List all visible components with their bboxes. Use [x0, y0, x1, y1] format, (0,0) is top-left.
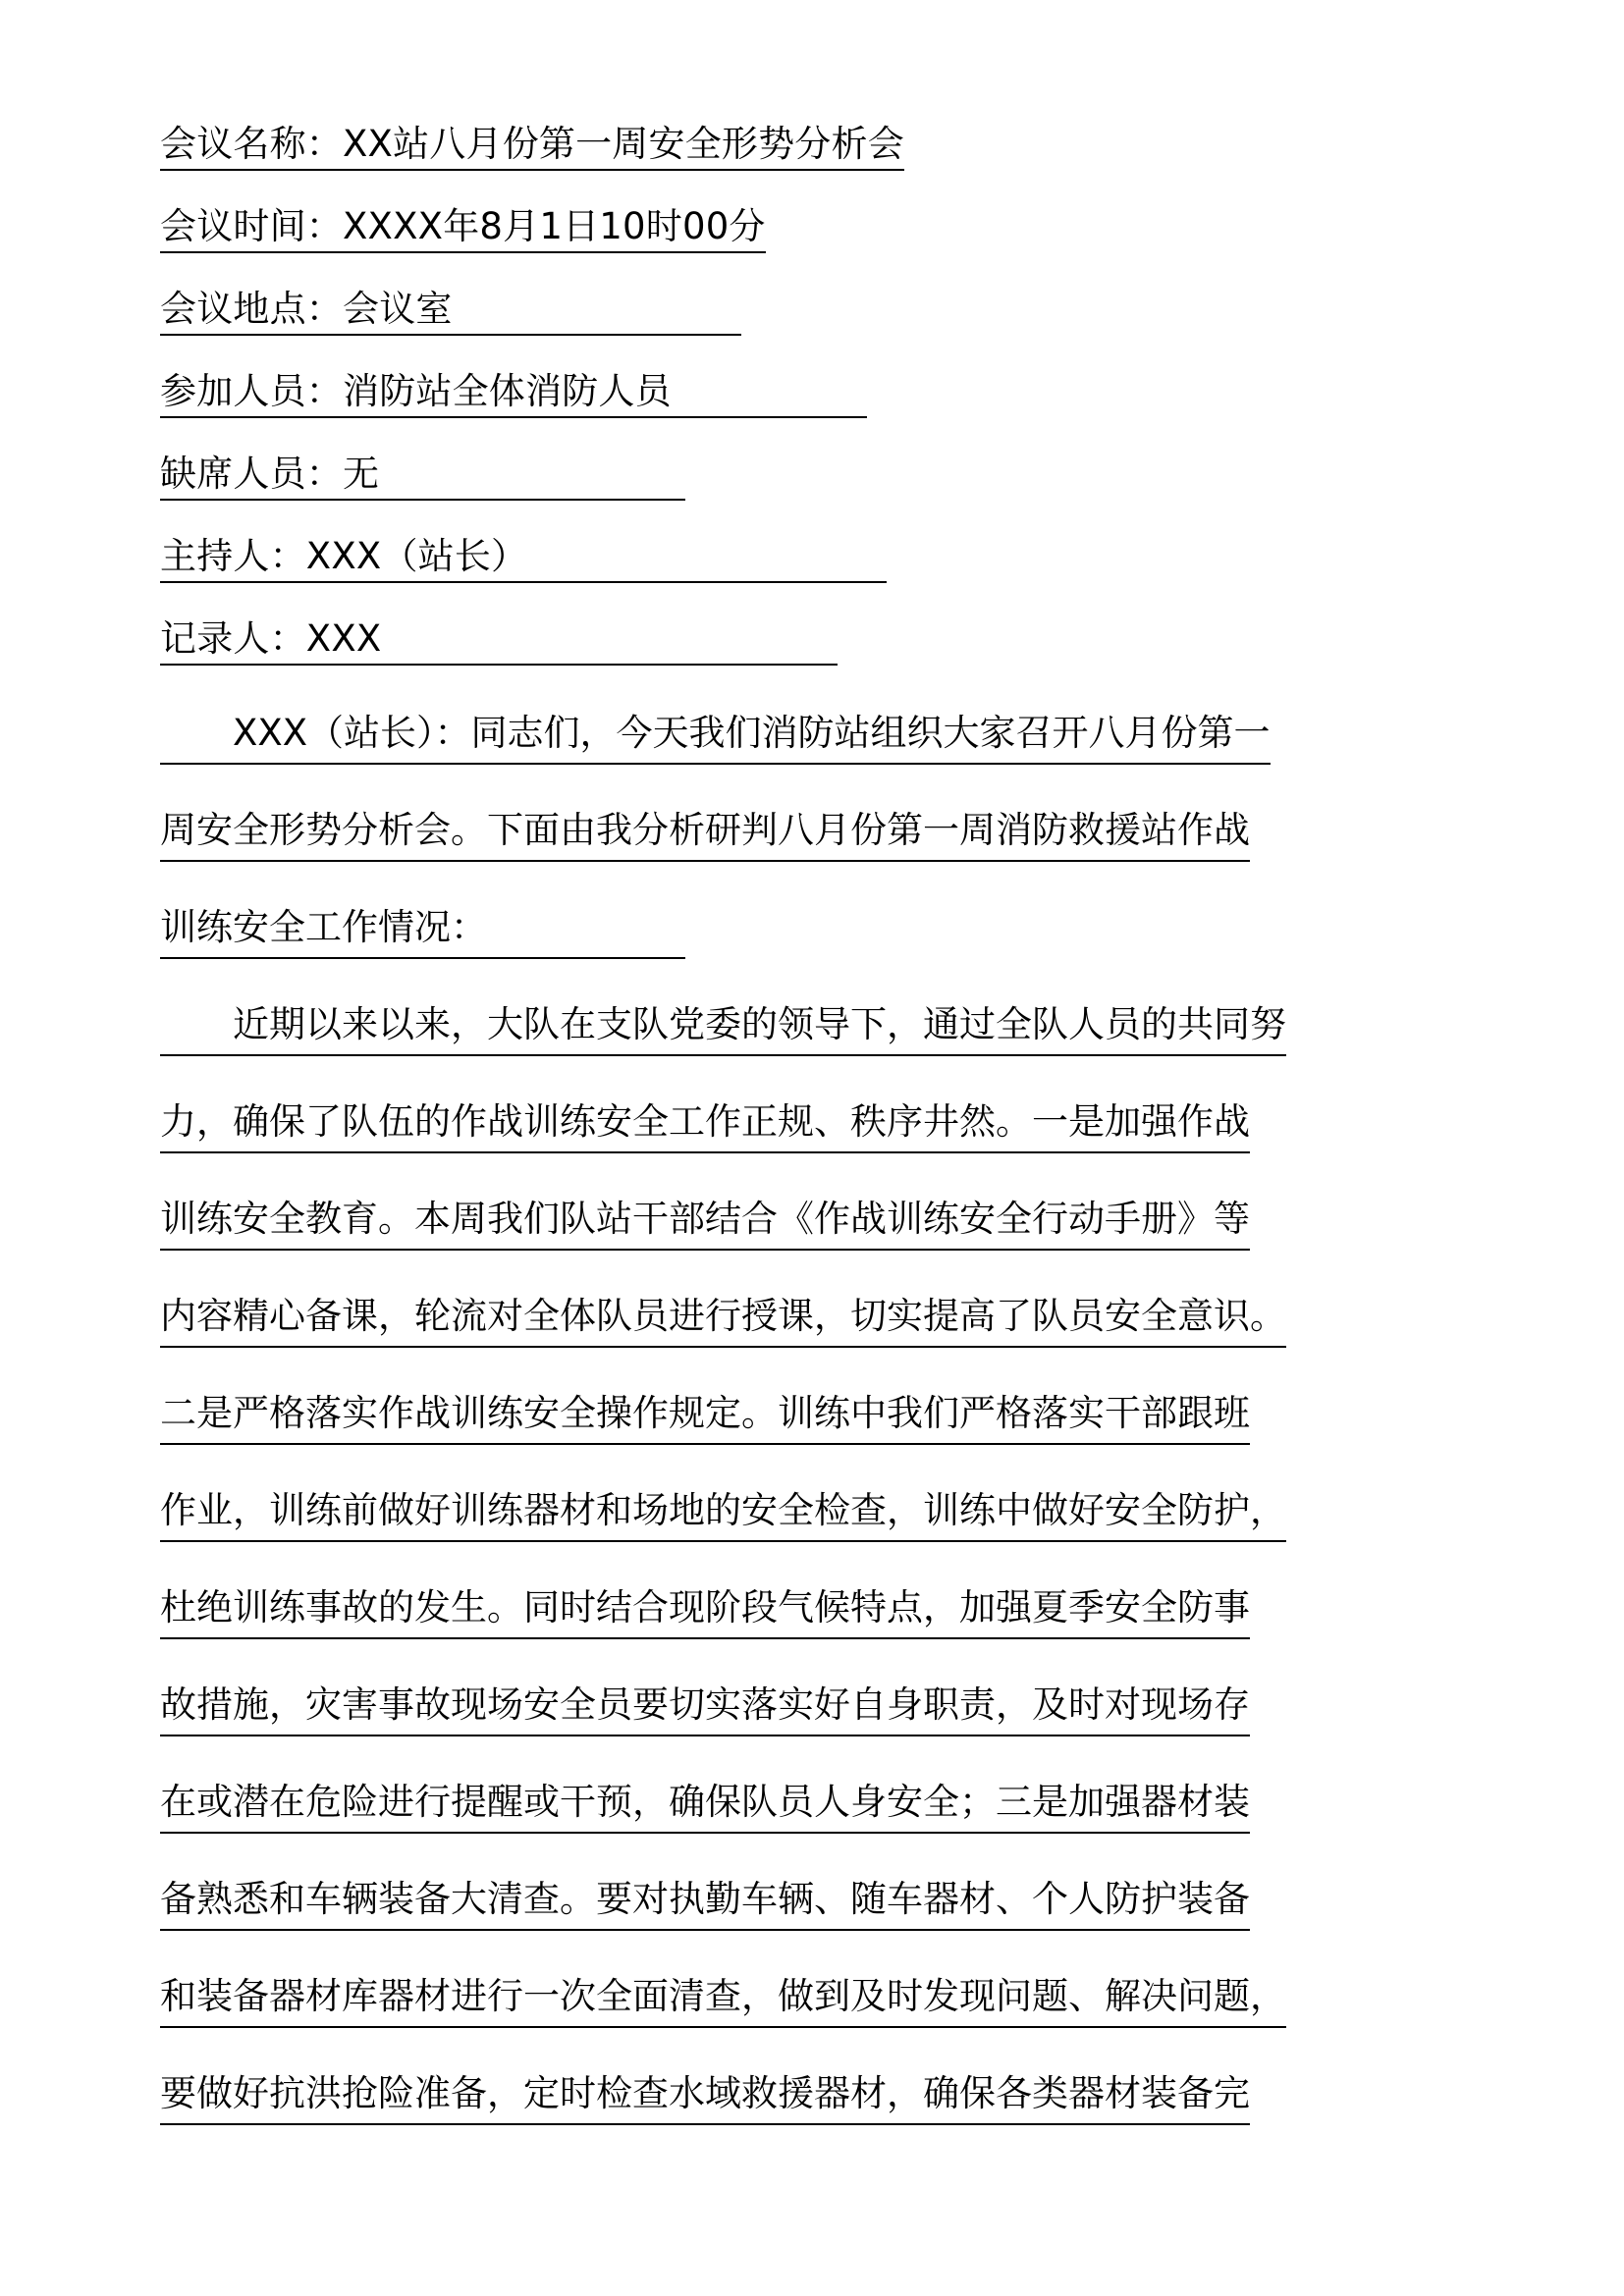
paragraph-line: 要做好抗洪抢险准备，定时检查水域救援器材，确保各类器材装备完: [160, 2063, 1466, 2125]
field-meeting-time-text: 会议时间：XXXX年8月1日10时00分: [160, 208, 766, 253]
field-attendees-text: 参加人员：消防站全体消防人员: [160, 373, 867, 418]
field-meeting-location-text: 会议地点：会议室: [160, 291, 741, 336]
paragraph-line: 作业，训练前做好训练器材和场地的安全检查，训练中做好安全防护，: [160, 1480, 1466, 1542]
field-meeting-name-text: 会议名称：XX站八月份第一周安全形势分析会: [160, 126, 904, 171]
field-recorder: [160, 617, 1466, 666]
paragraph-line: 备熟悉和车辆装备大清查。要对执勤车辆、随车器材、个人防护装备: [160, 1869, 1466, 1931]
paragraph-line: 训练安全工作情况：: [160, 897, 1466, 959]
paragraph-line: 力，确保了队伍的作战训练安全工作正规、秩序井然。一是加强作战: [160, 1092, 1466, 1153]
paragraph-line: 故措施，灾害事故现场安全员要切实落实好自身职责，及时对现场存: [160, 1675, 1466, 1736]
paragraph-safety-work-report: [160, 994, 1466, 2125]
paragraph-line: 近期以来以来，大队在支队党委的领导下，通过全队人员的共同努: [160, 994, 1466, 1056]
field-recorder-text: 记录人：XXX: [160, 620, 838, 666]
paragraph-line: 训练安全教育。本周我们队站干部结合《作战训练安全行动手册》等: [160, 1189, 1466, 1251]
field-meeting-name: [160, 123, 1466, 171]
paragraph-line: 周安全形势分析会。下面由我分析研判八月份第一周消防救援站作战: [160, 800, 1466, 862]
paragraph-line: 在或潜在危险进行提醒或干预，确保队员人身安全；三是加强器材装: [160, 1772, 1466, 1834]
field-absentees: [160, 455, 1466, 501]
field-attendees: [160, 370, 1466, 418]
paragraph-opening-remarks: [160, 703, 1466, 959]
field-meeting-time: [160, 205, 1466, 253]
paragraph-line: XXX（站长）：同志们，今天我们消防站组织大家召开八月份第一: [160, 703, 1466, 765]
field-host-text: 主持人：XXX（站长）: [160, 538, 887, 583]
document-body: [160, 123, 1466, 2161]
field-meeting-location: [160, 288, 1466, 336]
paragraph-line: 内容精心备课，轮流对全体队员进行授课，切实提高了队员安全意识。: [160, 1286, 1466, 1348]
field-absentees-text: 缺席人员：无: [160, 455, 685, 501]
paragraph-line: 杜绝训练事故的发生。同时结合现阶段气候特点，加强夏季安全防事: [160, 1577, 1466, 1639]
paragraph-line: 二是严格落实作战训练安全操作规定。训练中我们严格落实干部跟班: [160, 1383, 1466, 1445]
field-host: [160, 535, 1466, 583]
paragraph-line: 和装备器材库器材进行一次全面清查，做到及时发现问题、解决问题，: [160, 1966, 1466, 2028]
